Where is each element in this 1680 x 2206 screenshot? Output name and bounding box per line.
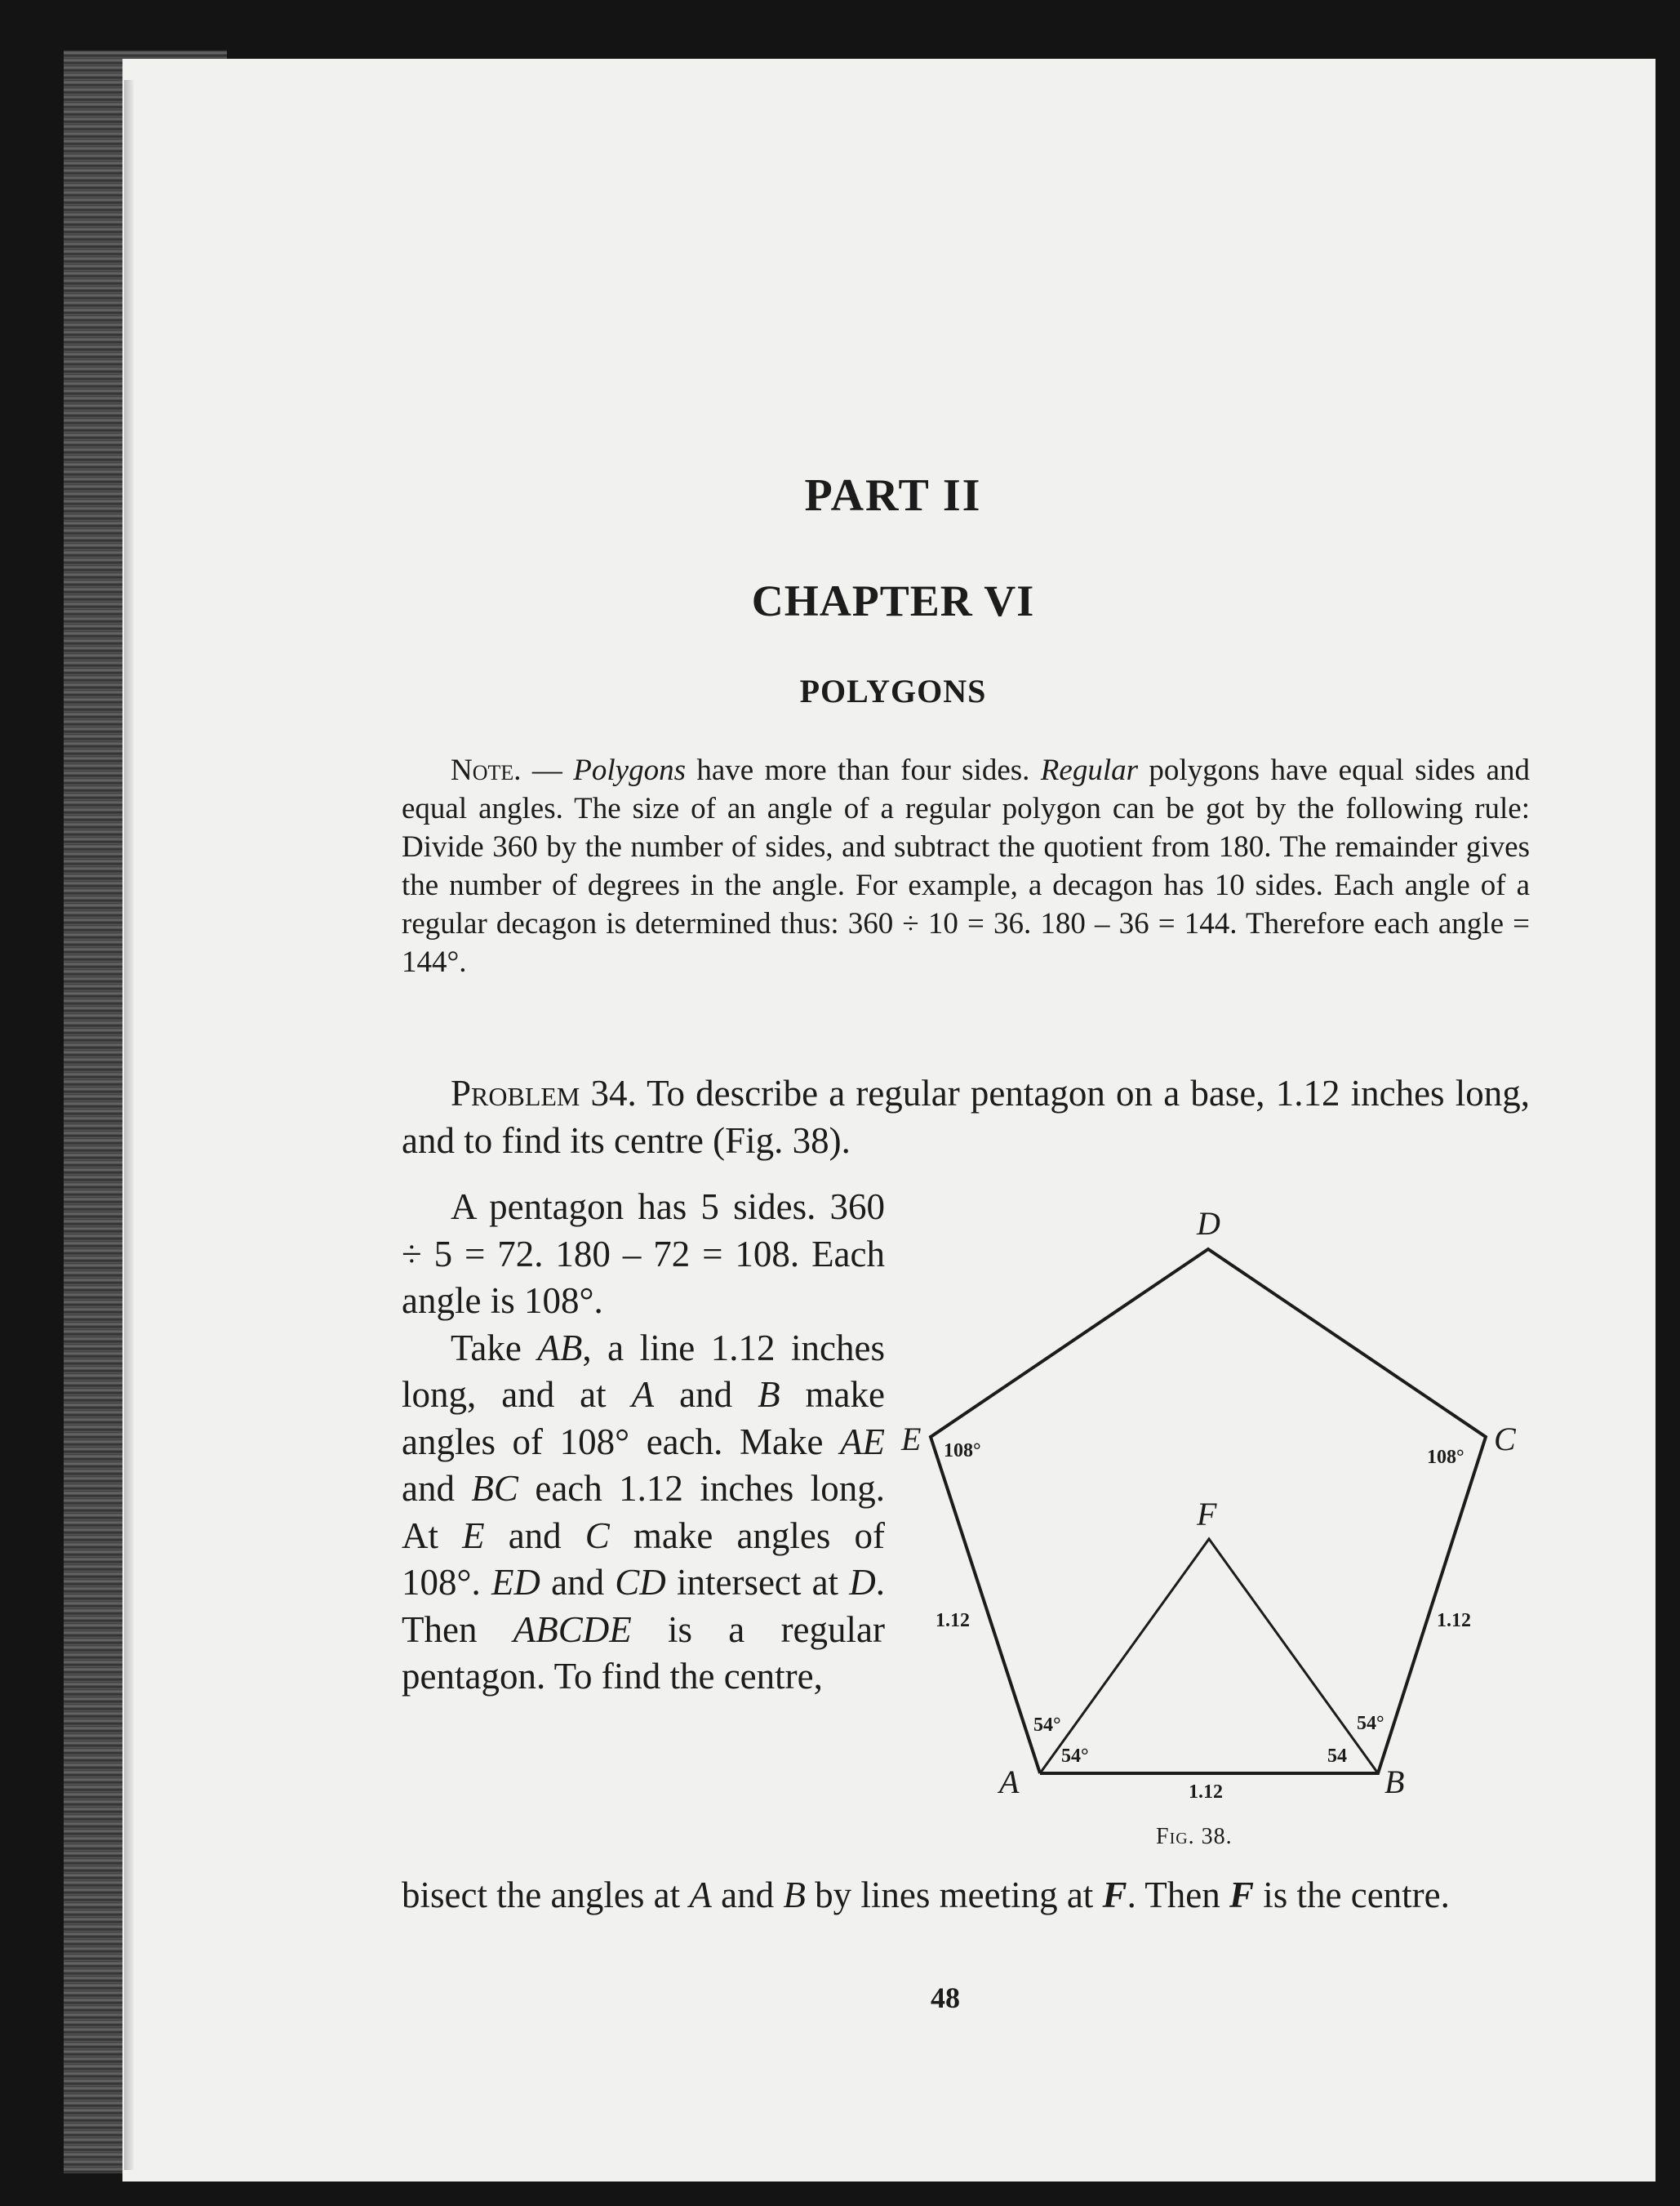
angle-b-lower-label: 54: [1327, 1746, 1347, 1767]
page-edge: [124, 80, 134, 2170]
text: is the centre.: [1253, 1875, 1450, 1915]
text: and: [540, 1562, 616, 1603]
angle-a-upper-label: 54°: [1033, 1715, 1061, 1736]
note-term-regular: Regular: [1040, 754, 1138, 787]
chapter-heading: CHAPTER VI: [751, 576, 1035, 625]
side-ae-label: 1.12: [936, 1610, 970, 1631]
angle-c-label: 108°: [1427, 1447, 1464, 1468]
text: bisect the angles at: [402, 1875, 690, 1915]
figure-38: [890, 1200, 1527, 1853]
var: A: [689, 1875, 712, 1915]
part-heading: PART II: [804, 470, 982, 521]
conclusion-paragraph: [402, 1871, 1530, 1919]
column-paragraph-2: [402, 1325, 885, 1701]
problem-text: To describe a regular pentagon on a base, 1.12 inches long, and to find its centre (Fig. 38).: [402, 1073, 1530, 1161]
problem-statement: [402, 1070, 1530, 1164]
text: by lines meeting at: [805, 1875, 1103, 1915]
text: and: [654, 1374, 758, 1415]
var: B: [783, 1875, 806, 1915]
var: ED: [491, 1562, 540, 1603]
vertex-label-b: B: [1384, 1763, 1405, 1800]
vertex-label-e: E: [901, 1421, 922, 1457]
var: D: [849, 1562, 876, 1603]
text: is a regular pentagon. To find the centre,: [402, 1608, 885, 1697]
text: . Then: [402, 1562, 885, 1650]
page-number: 48: [931, 1981, 960, 2014]
text: and: [711, 1875, 784, 1915]
vertex-label-a: A: [999, 1763, 1020, 1800]
var: AE: [840, 1421, 885, 1462]
figure-caption: Fig. 38.: [1156, 1824, 1233, 1849]
vertex-label-c: C: [1494, 1421, 1516, 1457]
note-text-2: polygons have equal sides and equal angles. The size of an angle of a regular polygon can be got by the following rule: Divide 360 by the number of sides, and subtract the quotient from 180. The remainder gives the number of degrees in the angle. For example, a decagon has 10 sides. Each angle of a regular decagon is determined thus: 360 ÷ 10 = 36. 180 – 36 = 144. Therefore each angle = 144°.: [402, 754, 1531, 979]
note-lead: Note. —: [451, 754, 562, 787]
column-paragraph-1: A pentagon has 5 sides. 360 ÷ 5 = 72. 180 – 72 = 108. Each angle is 108°.: [402, 1186, 885, 1321]
text-column: [402, 1184, 885, 1701]
pentagon-outline: [1007, 1249, 1409, 1611]
angle-a-lower-label: 54°: [1061, 1746, 1089, 1767]
var: C: [584, 1514, 610, 1556]
text: , a line 1.12 inches long, and at: [402, 1327, 885, 1415]
text: make angles of 108°.: [402, 1514, 885, 1603]
text: Take: [451, 1327, 538, 1368]
text: and: [484, 1514, 585, 1556]
text: intersect at: [665, 1562, 850, 1603]
note-term-polygons: Polygons: [573, 754, 686, 787]
text: and: [402, 1468, 472, 1509]
problem-lead: Problem 34.: [451, 1073, 637, 1114]
var: ABCDE: [513, 1608, 632, 1650]
angle-e-label: 108°: [944, 1440, 981, 1461]
text: each 1.12 inches long. At: [402, 1468, 885, 1556]
var: E: [462, 1514, 485, 1556]
side-ab-label: 1.12: [1189, 1781, 1223, 1803]
var: AB: [537, 1327, 583, 1368]
var: F: [1229, 1875, 1254, 1915]
var: BC: [471, 1468, 518, 1509]
note-text-1: have more than four sides.: [686, 754, 1041, 787]
bisector-lines: [1040, 1539, 1378, 1773]
vertex-label-d: D: [1197, 1205, 1220, 1242]
var: F: [1102, 1875, 1127, 1915]
var: B: [758, 1374, 780, 1415]
side-bc-label: 1.12: [1437, 1610, 1471, 1631]
var: CD: [615, 1562, 666, 1603]
section-title: POLYGONS: [799, 673, 987, 709]
text: make angles of 108° each. Make: [402, 1374, 886, 1462]
angle-b-upper-label: 54°: [1357, 1713, 1384, 1734]
var: A: [631, 1374, 655, 1415]
text: . Then: [1127, 1875, 1229, 1915]
note-paragraph: [402, 751, 1530, 981]
vertex-label-f: F: [1197, 1496, 1217, 1532]
